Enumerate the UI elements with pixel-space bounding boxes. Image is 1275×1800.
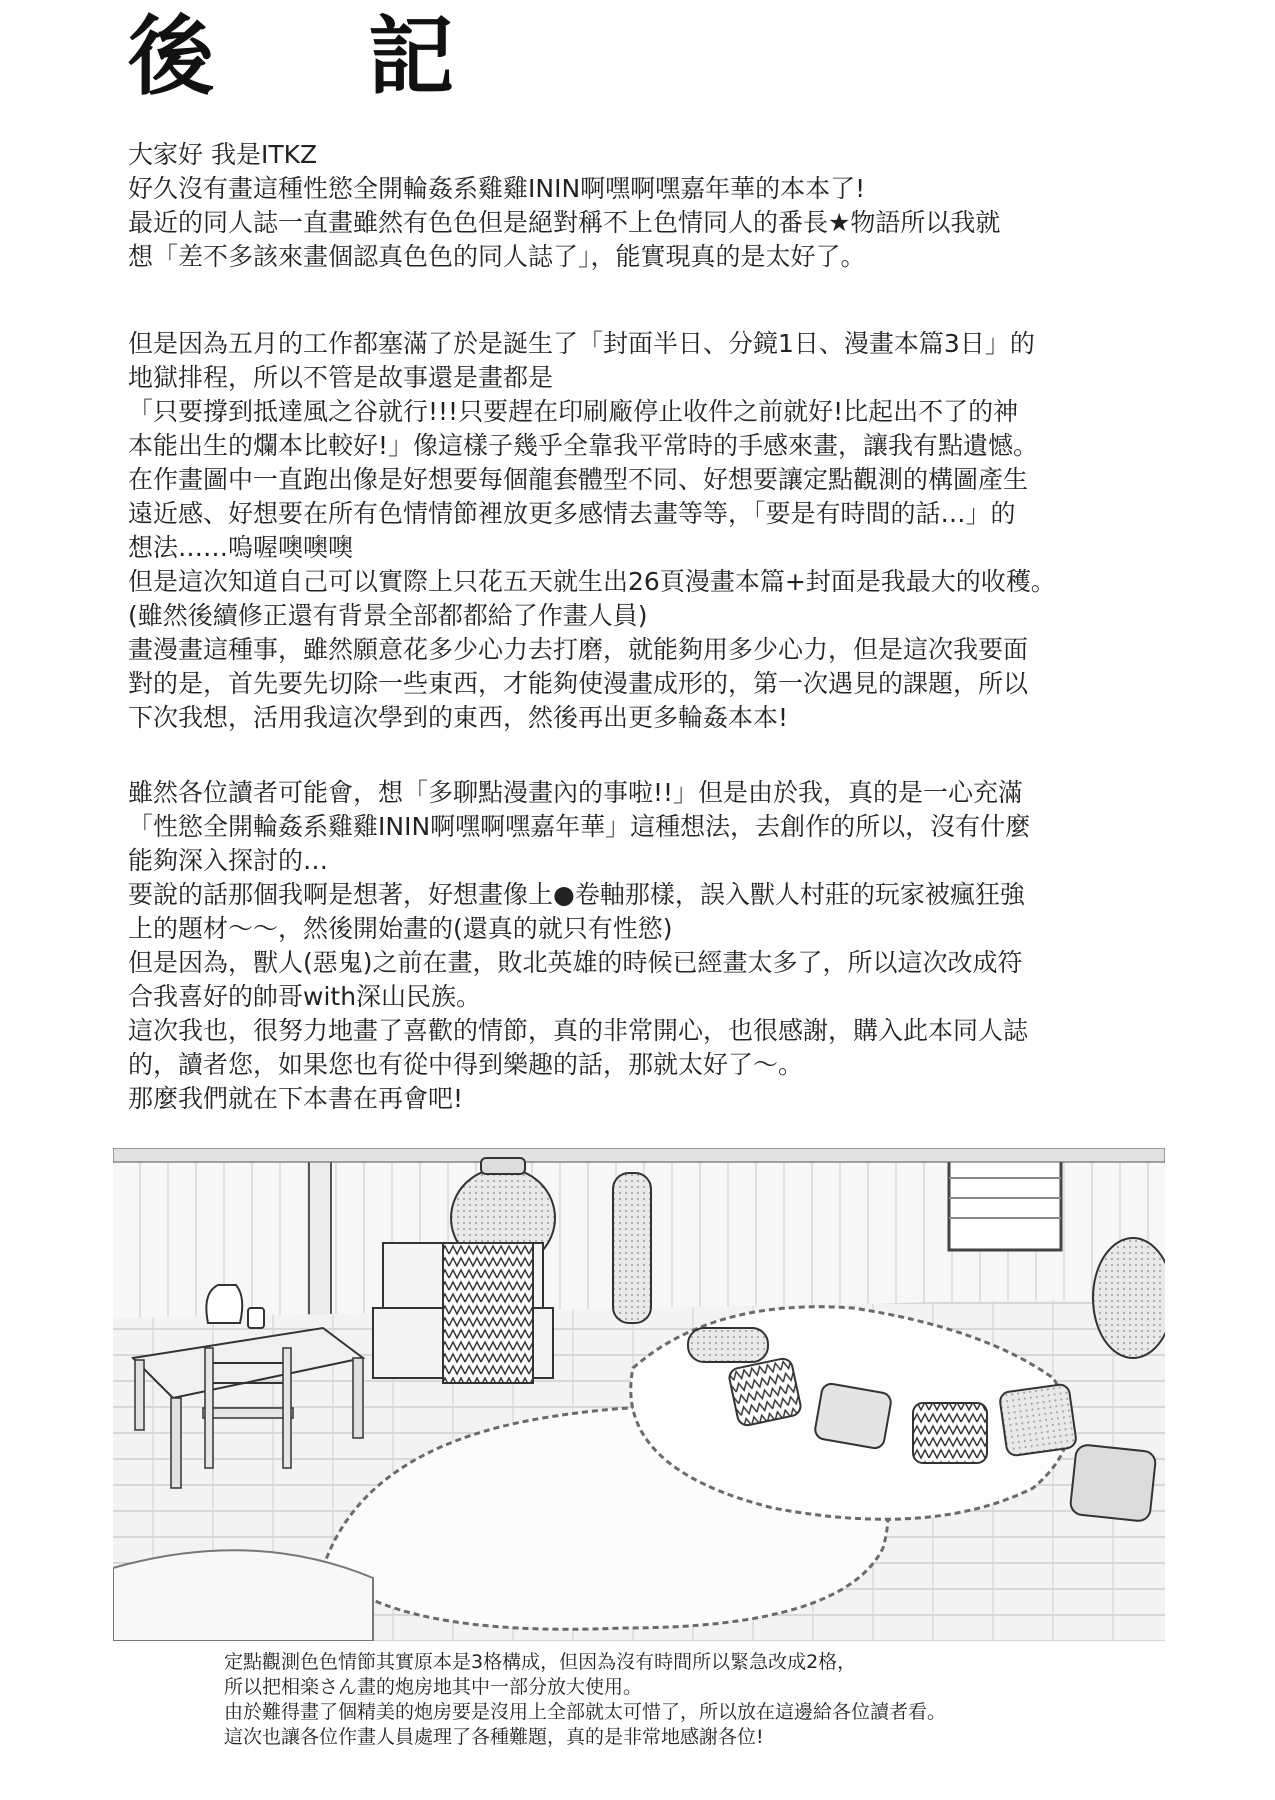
caption-line: 所以把相楽さん畫的炮房地其中一部分放大使用。 <box>224 1676 643 1698</box>
illustration-caption <box>224 1650 1184 1750</box>
text-line: 好久沒有畫這種性慾全開輪姦系雞雞ININ啊嘿啊嘿嘉年華的本本了! <box>128 174 866 203</box>
text-line: 對的是，首先要先切除一些東西，才能夠使漫畫成形的，第一次遇見的課題，所以 <box>128 669 1029 698</box>
text-line: 下次我想，活用我這次學到的東西，然後再出更多輪姦本本! <box>128 703 789 732</box>
text-line: 「只要撐到抵達風之谷就行!!!只要趕在印刷廠停止收件之前就好!比起出不了的神 <box>128 397 1019 426</box>
paragraph-intro <box>128 138 1188 274</box>
text-line: (雖然後續修正還有背景全部都都給了作畫人員) <box>128 601 648 630</box>
text-line: 要說的話那個我啊是想著，好想畫像上●卷軸那樣，誤入獸人村莊的玩家被瘋狂強 <box>128 880 1025 909</box>
page-title: 後 記 <box>128 7 488 107</box>
text-line: 但是因為，獸人(惡鬼)之前在畫，敗北英雄的時候已經畫太多了，所以這次改成符 <box>128 948 1023 977</box>
text-line: 那麼我們就在下本書在再會吧! <box>128 1084 464 1113</box>
caption-line: 定點觀測色色情節其實原本是3格構成，但因為沒有時間所以緊急改成2格， <box>224 1651 857 1673</box>
paragraph-thanks <box>128 776 1188 1116</box>
caption-line: 由於難得畫了個精美的炮房要是沒用上全部就太可惜了，所以放在這邊給各位讀者看。 <box>224 1701 947 1723</box>
text-line: 遠近感、好想要在所有色情情節裡放更多感情去畫等等，「要是有時間的話…」的 <box>128 499 1016 528</box>
text-line: 最近的同人誌一直畫雖然有色色但是絕對稱不上色情同人的番長★物語所以我就 <box>128 208 1001 237</box>
text-line: 「性慾全開輪姦系雞雞ININ啊嘿啊嘿嘉年華」這種想法，去創作的所以，沒有什麼 <box>128 812 1031 841</box>
paragraph-schedule <box>128 327 1188 735</box>
room-illustration <box>113 1148 1165 1641</box>
text-line: 在作畫圖中一直跑出像是好想要每個龍套體型不同、好想要讓定點觀測的構圖產生 <box>128 465 1029 494</box>
text-line: 雖然各位讀者可能會，想「多聊點漫畫內的事啦!!」但是由於我，真的是一心充滿 <box>128 778 1024 807</box>
text-line: 這次我也，很努力地畫了喜歡的情節，真的非常開心，也很感謝，購入此本同人誌 <box>128 1016 1029 1045</box>
text-line: 的，讀者您，如果您也有從中得到樂趣的話，那就太好了～。 <box>128 1050 804 1079</box>
text-line: 合我喜好的帥哥with深山民族。 <box>128 982 482 1011</box>
text-line: 但是這次知道自己可以實際上只花五天就生出26頁漫畫本篇+封面是我最大的收穫。 <box>128 567 1056 596</box>
text-line: 但是因為五月的工作都塞滿了於是誕生了「封面半日、分鏡1日、漫畫本篇3日」的 <box>128 329 1035 358</box>
text-line: 畫漫畫這種事，雖然願意花多少心力去打磨，就能夠用多少心力，但是這次我要面 <box>128 635 1029 664</box>
text-line: 上的題材～～，然後開始畫的(還真的就只有性慾) <box>128 914 673 943</box>
text-line: 本能出生的爛本比較好!」像這樣子幾乎全靠我平常時的手感來畫，讓我有點遺憾。 <box>128 431 1039 460</box>
text-line: 想「差不多該來畫個認真色色的同人誌了」，能實現真的是太好了。 <box>128 242 866 271</box>
caption-line: 這次也讓各位作畫人員處理了各種難題，真的是非常地感謝各位! <box>224 1726 764 1748</box>
text-line: 能夠深入探討的… <box>128 846 329 875</box>
text-line: 想法……嗚喔噢噢噢 <box>128 533 354 562</box>
text-line: 地獄排程，所以不管是故事還是畫都是 <box>128 363 554 392</box>
text-line: 大家好 我是ITKZ <box>128 140 318 169</box>
